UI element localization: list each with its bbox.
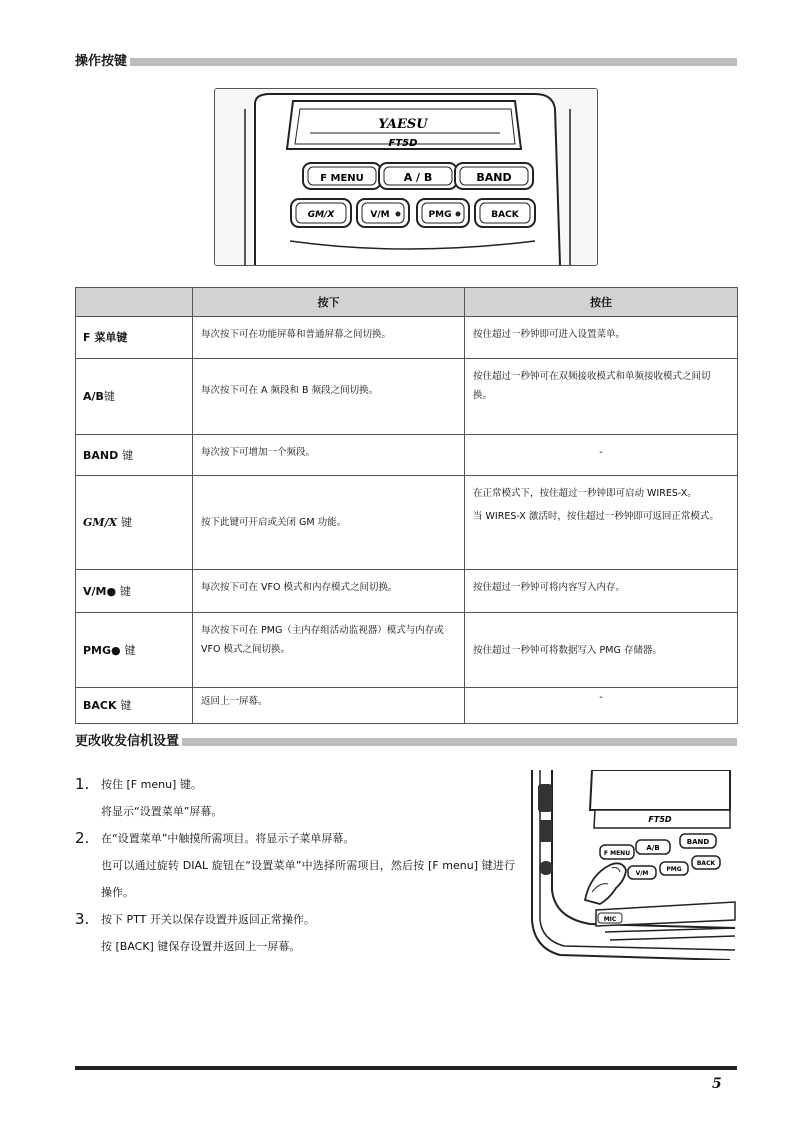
table-row <box>76 613 738 688</box>
vm-key[interactable] <box>357 199 409 227</box>
hold-cell <box>465 476 738 570</box>
step-3 <box>75 906 515 960</box>
step-detail: 也可以通过旋转 DIAL 旋钮在“设置菜单”中选择所需项目，然后按 [F menu] 键进行操作。 <box>101 859 515 899</box>
step-1 <box>75 771 515 825</box>
hold-cell: 按住超过一秒钟可在双频接收模式和单频接收模式之间切换。 <box>465 359 738 435</box>
model-label: FT5D <box>388 138 418 149</box>
back-key-label: BACK <box>491 210 519 220</box>
table-header-key <box>76 288 193 317</box>
table-row <box>76 570 738 613</box>
radio-press-figure <box>530 770 737 960</box>
fig-key-ab: A/B <box>646 844 660 852</box>
gmx-key[interactable] <box>291 199 351 227</box>
table-row <box>76 688 738 724</box>
key-function-table <box>75 287 738 724</box>
key-name: PMG● 键 <box>76 613 193 688</box>
key-name: BACK 键 <box>76 688 193 724</box>
pmg-key[interactable] <box>417 199 469 227</box>
step-number: 1. <box>75 775 90 793</box>
procedure-steps <box>75 771 515 960</box>
hold-text-2: 当 WIRES-X 激活时，按住超过一秒钟即可返回正常模式。 <box>473 511 719 522</box>
fig-key-band: BAND <box>686 838 710 846</box>
step-number: 3. <box>75 910 90 928</box>
heading-bar <box>75 58 737 66</box>
vm-key-label: V/M <box>370 210 390 220</box>
step-2 <box>75 825 515 906</box>
press-cell: 返回上一屏幕。 <box>193 688 465 724</box>
press-cell: 每次按下可在 A 频段和 B 频段之间切换。 <box>193 359 465 435</box>
table-row <box>76 435 738 476</box>
key-name: BAND 键 <box>76 435 193 476</box>
hold-cell: - <box>465 688 738 724</box>
hold-cell: 按住超过一秒钟可将内容写入内存。 <box>465 570 738 613</box>
step-text: 在“设置菜单”中触摸所需项目。将显示子菜单屏幕。 <box>101 832 355 845</box>
hold-text-1: 在正常模式下，按住超过一秒钟即可启动 WIRES-X。 <box>473 488 697 499</box>
keypad-figure <box>214 88 598 266</box>
ab-key[interactable] <box>379 163 457 189</box>
key-name: GM/X 键 <box>76 476 193 570</box>
press-cell: 每次按下可在功能屏幕和普通屏幕之间切换。 <box>193 317 465 359</box>
press-cell: 每次按下可在 PMG（主内存组活动监视器）模式与内存或 VFO 模式之间切换。 <box>193 613 465 688</box>
fig-mic-label: MIC <box>603 916 617 923</box>
section-heading-operation-keys <box>75 54 737 70</box>
ab-key-label: A / B <box>403 171 433 184</box>
section-heading-change-settings <box>75 734 737 750</box>
gmx-key-label: GM/X <box>307 210 335 220</box>
radio-illustration <box>530 770 737 960</box>
hold-cell: 按住超过一秒钟即可进入设置菜单。 <box>465 317 738 359</box>
table-header-press: 按下 <box>193 288 465 317</box>
section-title: 操作按键 <box>75 54 130 70</box>
footer-rule <box>75 1066 737 1070</box>
band-key[interactable] <box>455 163 533 189</box>
key-name: A/B键 <box>76 359 193 435</box>
key-name: V/M● 键 <box>76 570 193 613</box>
fmenu-key-label: F MENU <box>320 173 364 184</box>
table-header-row <box>76 288 738 317</box>
page-number: 5 <box>712 1076 722 1092</box>
press-cell: 按下此键可开启或关闭 GM 功能。 <box>193 476 465 570</box>
key-name: F 菜单键 <box>76 317 193 359</box>
fig-key-vm: V/M <box>635 870 649 877</box>
brand-label: YAESU <box>378 117 428 132</box>
fig-key-pmg: PMG <box>666 866 682 873</box>
fmenu-key[interactable] <box>303 163 381 189</box>
section-title: 更改收发信机设置 <box>75 734 182 750</box>
step-detail: 将显示“设置菜单”屏幕。 <box>101 805 223 818</box>
table-row <box>76 476 738 570</box>
radio-model-label: FT5D <box>648 815 672 824</box>
table-header-hold: 按住 <box>465 288 738 317</box>
press-cell: 每次按下可增加一个频段。 <box>193 435 465 476</box>
hold-cell: - <box>465 435 738 476</box>
hold-cell: 按住超过一秒钟可将数据写入 PMG 存储器。 <box>465 613 738 688</box>
step-number: 2. <box>75 829 90 847</box>
back-key[interactable] <box>475 199 535 227</box>
table-row <box>76 359 738 435</box>
step-detail: 按 [BACK] 键保存设置并返回上一屏幕。 <box>101 940 301 953</box>
fig-key-back: BACK <box>696 860 716 867</box>
band-key-label: BAND <box>476 171 512 184</box>
pmg-key-label: PMG <box>428 210 452 220</box>
fig-key-fmenu: F MENU <box>603 850 631 857</box>
step-text: 按住 [F menu] 键。 <box>101 778 202 791</box>
step-text: 按下 PTT 开关以保存设置并返回正常操作。 <box>101 913 315 926</box>
keypad-illustration <box>215 89 597 265</box>
table-row <box>76 317 738 359</box>
press-cell: 每次按下可在 VFO 模式和内存模式之间切换。 <box>193 570 465 613</box>
